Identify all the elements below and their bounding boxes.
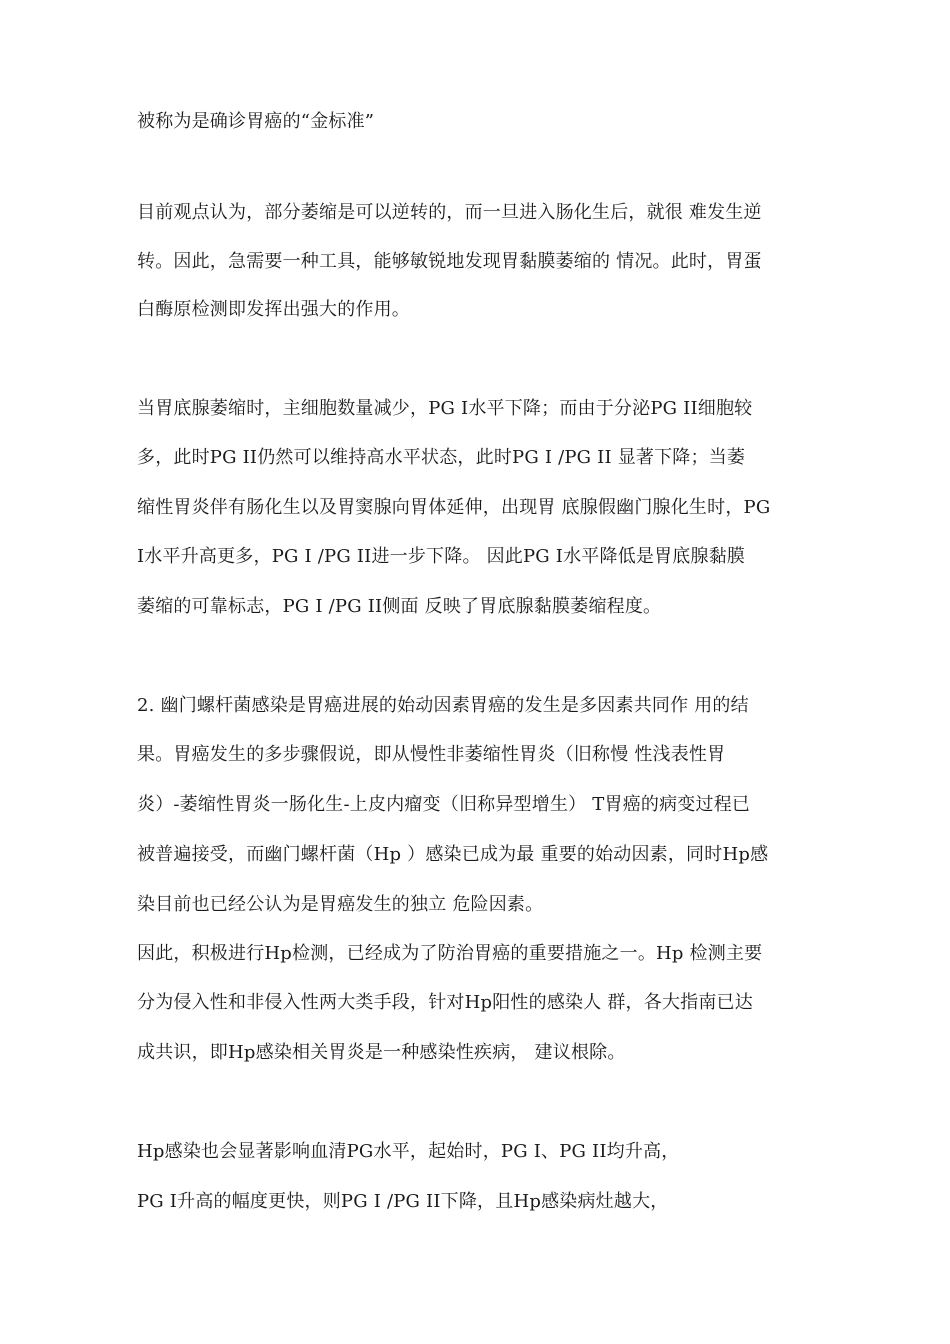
text-line: 被称为是确诊胃癌的“金标准” bbox=[137, 111, 375, 132]
text-line: 染目前也已经公认为是胃癌发生的独立 危险因素。 bbox=[137, 894, 544, 915]
text-line: 多，此时PG II仍然可以维持高水平状态，此时PG I /PG II 显著下降；当萎 bbox=[137, 447, 746, 468]
text-line: 目前观点认为，部分萎缩是可以逆转的，而一旦进入肠化生后，就很 难发生逆 bbox=[137, 202, 762, 223]
text-line: 白酶原检测即发挥出强大的作用。 bbox=[137, 299, 410, 320]
text-line: 当胃底腺萎缩时，主细胞数量减少，PG I水平下降；而由于分泌PG II细胞较 bbox=[137, 398, 753, 419]
text-line: Hp感染也会显著影响血清PG水平，起始时，PG I、PG II均升高， bbox=[137, 1141, 680, 1162]
text-line: PG I升高的幅度更快，则PG I /PG II下降，且Hp感染病灶越大， bbox=[137, 1191, 669, 1212]
text-line: I水平升高更多，PG I /PG II进一步下降。 因此PG I水平降低是胃底腺黏膜 bbox=[137, 546, 746, 567]
text-line: 果。胃癌发生的多步骤假说，即从慢性非萎缩性胃炎（旧称慢 性浅表性胃 bbox=[137, 744, 726, 765]
text-line: 炎）-萎缩性胃炎一肠化生-上皮内瘤变（旧称异型增生） T胃癌的病变过程已 bbox=[137, 794, 751, 815]
text-line: 转。因此，急需要一种工具，能够敏锐地发现胃黏膜萎缩的 情况。此时，胃蛋 bbox=[137, 251, 762, 272]
text-line: 2. 幽门螺杆菌感染是胃癌进展的始动因素胃癌的发生是多因素共同作 用的结 bbox=[137, 695, 749, 716]
text-line: 因此，积极进行Hp检测，已经成为了防治胃癌的重要措施之一。Hp 检测主要 bbox=[137, 943, 763, 964]
text-line: 缩性胃炎伴有肠化生以及胃窦腺向胃体延伸，出现胃 底腺假幽门腺化生时，PG bbox=[137, 497, 771, 518]
text-line: 分为侵入性和非侵入性两大类手段，针对Hp阳性的感染人 群，各大指南已达 bbox=[137, 992, 753, 1013]
text-line: 成共识，即Hp感染相关胃炎是一种感染性疾病， 建议根除。 bbox=[137, 1042, 626, 1063]
text-line: 萎缩的可靠标志，PG I /PG II侧面 反映了胃底腺黏膜萎缩程度。 bbox=[137, 596, 662, 617]
text-line: 被普遍接受，而幽门螺杆菌（Hp ）感染已成为最 重要的始动因素，同时Hp感 bbox=[137, 844, 769, 865]
